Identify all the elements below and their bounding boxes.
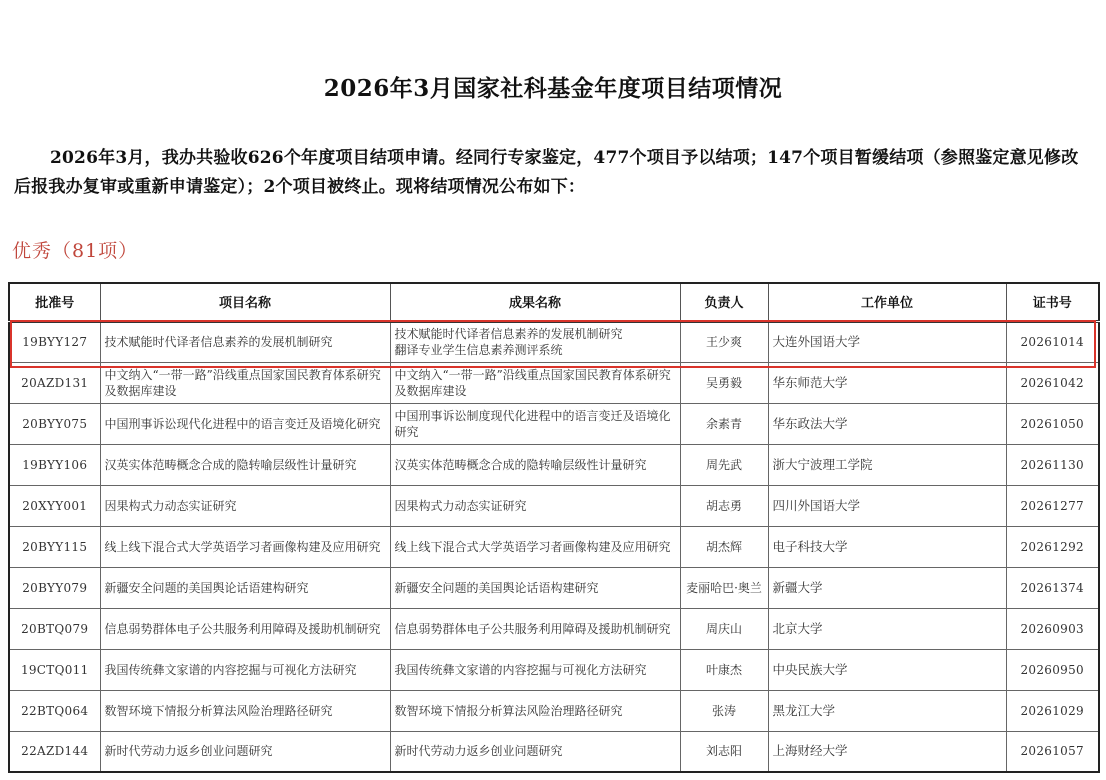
cell-project-name: 中文纳入“一带一路”沿线重点国家国民教育体系研究及数据库建设 — [100, 362, 390, 403]
table-row — [9, 649, 1099, 690]
table-row — [9, 362, 1099, 403]
cell-work-unit: 浙大宁波理工学院 — [768, 444, 1006, 485]
cell-work-unit: 四川外国语大学 — [768, 485, 1006, 526]
cell-work-unit: 华东师范大学 — [768, 362, 1006, 403]
cell-project-name: 汉英实体范畴概念合成的隐转喻层级性计量研究 — [100, 444, 390, 485]
cell-person-in-charge: 王少爽 — [680, 321, 768, 362]
cell-project-name: 线上线下混合式大学英语学习者画像构建及应用研究 — [100, 526, 390, 567]
cell-person-in-charge: 刘志阳 — [680, 731, 768, 772]
cell-result-name: 线上线下混合式大学英语学习者画像构建及应用研究 — [390, 526, 680, 567]
cell-certificate-number: 20261292 — [1006, 526, 1099, 567]
header-certificate-number: 证书号 — [1006, 283, 1099, 321]
cell-batch-number: 20BYY079 — [9, 567, 100, 608]
cell-result-name: 信息弱势群体电子公共服务利用障碍及援助机制研究 — [390, 608, 680, 649]
cell-certificate-number: 20261057 — [1006, 731, 1099, 772]
cell-batch-number: 20AZD131 — [9, 362, 100, 403]
table-row — [9, 608, 1099, 649]
cell-person-in-charge: 麦丽哈巴·奥兰 — [680, 567, 768, 608]
cell-project-name: 技术赋能时代译者信息素养的发展机制研究 — [100, 321, 390, 362]
cell-certificate-number: 20261130 — [1006, 444, 1099, 485]
section-title-excellent: 优秀（81项） — [12, 240, 139, 262]
table-row — [9, 526, 1099, 567]
cell-person-in-charge: 余素青 — [680, 403, 768, 444]
cell-person-in-charge: 张涛 — [680, 690, 768, 731]
intro-paragraph: 2026年3月，我办共验收626个年度项目结项申请。经同行专家鉴定，477个项目予以结项；147个项目暂缓结项（参照鉴定意见修改后报我办复审或重新申请鉴定）；2个项目被终止。现将结项情况公布如下： — [14, 148, 1079, 197]
cell-batch-number: 20BYY075 — [9, 403, 100, 444]
cell-certificate-number: 20260950 — [1006, 649, 1099, 690]
results-table-body — [9, 321, 1099, 772]
cell-certificate-number: 20261374 — [1006, 567, 1099, 608]
table-row — [9, 321, 1099, 362]
cell-batch-number: 20XYY001 — [9, 485, 100, 526]
cell-batch-number: 19CTQ011 — [9, 649, 100, 690]
table-row — [9, 444, 1099, 485]
cell-person-in-charge: 周先武 — [680, 444, 768, 485]
table-header-row — [9, 283, 1099, 321]
cell-work-unit: 大连外国语大学 — [768, 321, 1006, 362]
cell-certificate-number: 20261014 — [1006, 321, 1099, 362]
cell-result-name: 我国传统彝文家谱的内容挖掘与可视化方法研究 — [390, 649, 680, 690]
cell-person-in-charge: 胡杰辉 — [680, 526, 768, 567]
cell-certificate-number: 20261050 — [1006, 403, 1099, 444]
cell-person-in-charge: 胡志勇 — [680, 485, 768, 526]
table-row — [9, 485, 1099, 526]
cell-work-unit: 中央民族大学 — [768, 649, 1006, 690]
cell-result-name: 中国刑事诉讼制度现代化进程中的语言变迁及语境化研究 — [390, 403, 680, 444]
cell-batch-number: 20BYY115 — [9, 526, 100, 567]
cell-project-name: 中国刑事诉讼现代化进程中的语言变迁及语境化研究 — [100, 403, 390, 444]
cell-project-name: 新疆安全问题的美国舆论话语建构研究 — [100, 567, 390, 608]
cell-certificate-number: 20260903 — [1006, 608, 1099, 649]
cell-result-name: 因果构式力动态实证研究 — [390, 485, 680, 526]
results-table — [8, 282, 1100, 773]
cell-result-name: 技术赋能时代译者信息素养的发展机制研究 翻译专业学生信息素养测评系统 — [390, 321, 680, 362]
cell-work-unit: 上海财经大学 — [768, 731, 1006, 772]
cell-result-name: 汉英实体范畴概念合成的隐转喻层级性计量研究 — [390, 444, 680, 485]
cell-work-unit: 黑龙江大学 — [768, 690, 1006, 731]
cell-project-name: 数智环境下情报分析算法风险治理路径研究 — [100, 690, 390, 731]
header-project-name: 项目名称 — [100, 283, 390, 321]
cell-batch-number: 22BTQ064 — [9, 690, 100, 731]
header-result-name: 成果名称 — [390, 283, 680, 321]
cell-batch-number: 22AZD144 — [9, 731, 100, 772]
cell-result-name: 新疆安全问题的美国舆论话语构建研究 — [390, 567, 680, 608]
table-row — [9, 690, 1099, 731]
table-row — [9, 403, 1099, 444]
cell-project-name: 新时代劳动力返乡创业问题研究 — [100, 731, 390, 772]
cell-project-name: 我国传统彝文家谱的内容挖掘与可视化方法研究 — [100, 649, 390, 690]
cell-batch-number: 20BTQ079 — [9, 608, 100, 649]
cell-certificate-number: 20261042 — [1006, 362, 1099, 403]
cell-person-in-charge: 吴勇毅 — [680, 362, 768, 403]
page-title: 2026年3月国家社科基金年度项目结项情况 — [323, 75, 783, 102]
table-row — [9, 731, 1099, 772]
cell-work-unit: 新疆大学 — [768, 567, 1006, 608]
header-work-unit: 工作单位 — [768, 283, 1006, 321]
cell-batch-number: 19BYY106 — [9, 444, 100, 485]
cell-result-name: 新时代劳动力返乡创业问题研究 — [390, 731, 680, 772]
header-person-in-charge: 负责人 — [680, 283, 768, 321]
cell-project-name: 信息弱势群体电子公共服务利用障碍及援助机制研究 — [100, 608, 390, 649]
cell-certificate-number: 20261277 — [1006, 485, 1099, 526]
cell-result-name: 数智环境下情报分析算法风险治理路径研究 — [390, 690, 680, 731]
cell-batch-number: 19BYY127 — [9, 321, 100, 362]
cell-person-in-charge: 周庆山 — [680, 608, 768, 649]
cell-work-unit: 华东政法大学 — [768, 403, 1006, 444]
cell-person-in-charge: 叶康杰 — [680, 649, 768, 690]
cell-result-name: 中文纳入“一带一路”沿线重点国家国民教育体系研究及数据库建设 — [390, 362, 680, 403]
cell-work-unit: 北京大学 — [768, 608, 1006, 649]
cell-work-unit: 电子科技大学 — [768, 526, 1006, 567]
cell-project-name: 因果构式力动态实证研究 — [100, 485, 390, 526]
cell-certificate-number: 20261029 — [1006, 690, 1099, 731]
header-batch-number: 批准号 — [9, 283, 100, 321]
table-row — [9, 567, 1099, 608]
